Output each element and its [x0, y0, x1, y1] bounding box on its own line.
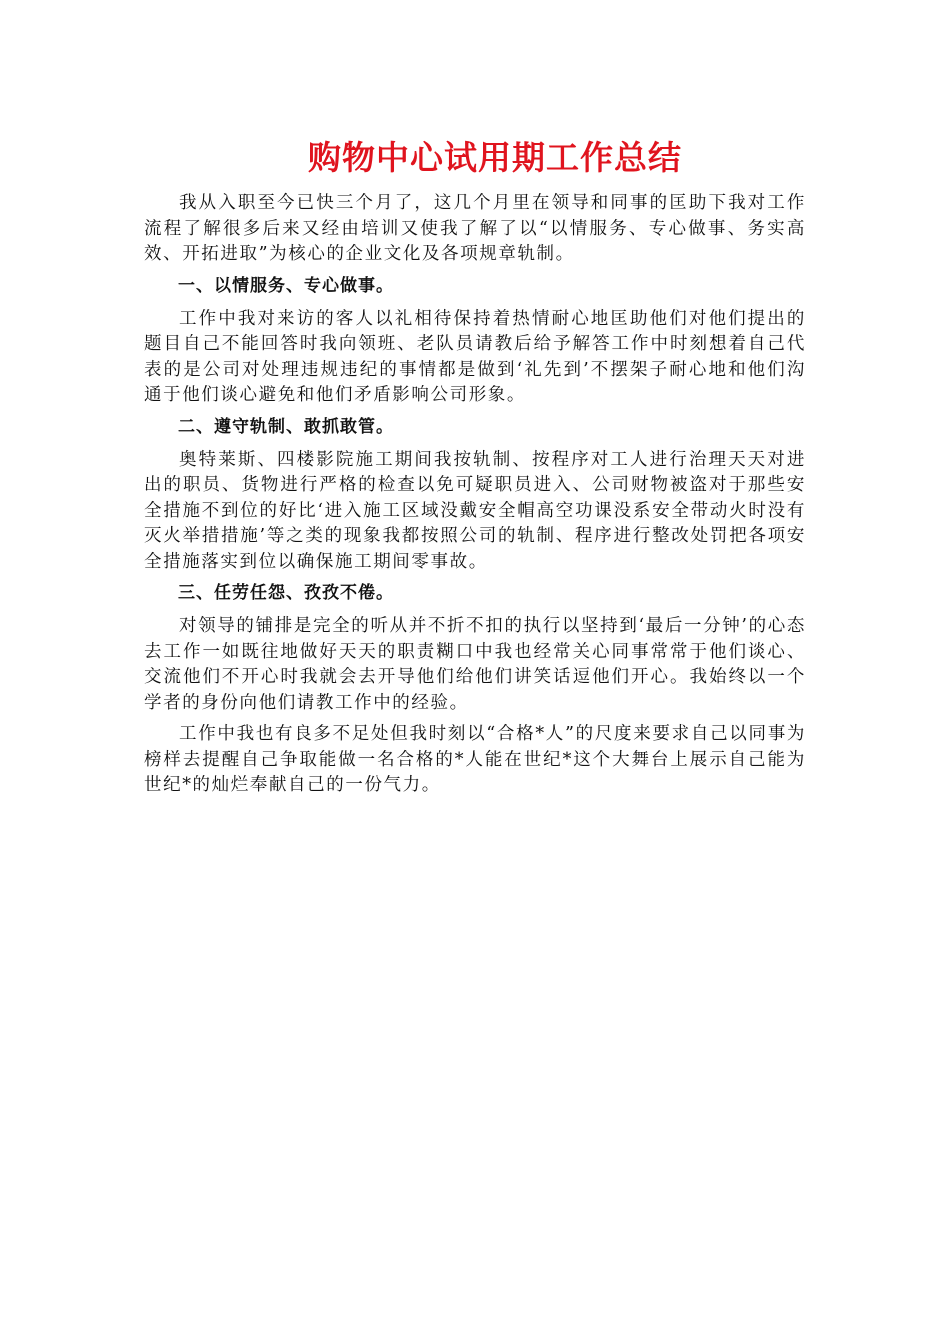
- section-heading: 二、遵守轨制、敢抓敢管。: [178, 416, 394, 437]
- section-paragraph: 奥特莱斯、四楼影院施工期间我按轨制、按程序对工人进行治理天天对进出的职员、货物进行严格的检查以免可疑职员进入、公司财物被盗对于那些安全措施不到位的好比‘进入施工区域没戴安全帽高空功课没系安全带动火时没有灭火举措措施’等之类的现象我都按照公司的轨制、程序进行整改处罚把各项安全措施落实到位以确保施工期间零事故。: [144, 449, 806, 572]
- section-heading: 一、以情服务、专心做事。: [178, 275, 394, 296]
- section-1: [144, 274, 806, 409]
- section-paragraph: 工作中我对来访的客人以礼相待保持着热情耐心地匡助他们对他们提出的题目自己不能回答时我向领班、老队员请教后给予解答工作中时刻想着自己代表的是公司对处理违规违纪的事情都是做到‘礼先到’不摆架子耐心地和他们沟通于他们谈心避免和他们矛盾影响公司形象。: [144, 308, 806, 405]
- section-heading: 三、任劳任怨、孜孜不倦。: [178, 583, 394, 603]
- document-title: 购物中心试用期工作总结: [308, 138, 682, 177]
- section-3: [144, 581, 806, 799]
- closing-paragraph: 工作中我也有良多不足处但我时刻以“合格*人”的尺度来要求自己以同事为榜样去提醒自己争取能做一名合格的*人能在世纪*这个大舞台上展示自己能为世纪*的灿烂奉献自己的一份气力。: [144, 724, 806, 795]
- document-body: [144, 133, 806, 805]
- section-2: [144, 415, 806, 576]
- intro-paragraph: 我从入职至今已快三个月了，这几个月里在领导和同事的匡助下我对工作流程了解很多后来又经由培训又使我了解了以“以情服务、专心做事、务实高效、开拓进取”为核心的企业文化及各项规章轨制。: [144, 193, 806, 264]
- section-paragraph: 对领导的铺排是完全的听从并不折不扣的执行以坚持到‘最后一分钟’的心态去工作一如既往地做好天天的职责糊口中我也经常关心同事常常于他们谈心、交流他们不开心时我就会去开导他们给他们讲笑话逗他们开心。我始终以一个学者的身份向他们请教工作中的经验。: [144, 616, 806, 713]
